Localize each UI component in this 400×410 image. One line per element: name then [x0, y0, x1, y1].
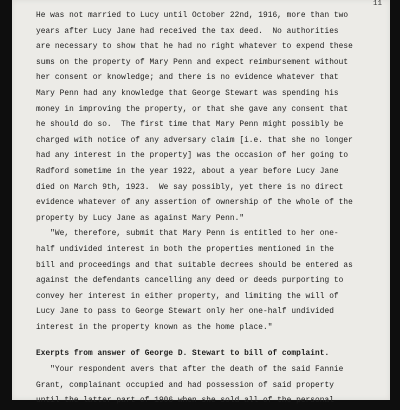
- text-line: bill and proceedings and that suitable decrees should be entered as: [36, 261, 353, 270]
- text-line: years after Lucy Jane had received the tax deed. No authorities: [36, 27, 339, 36]
- text-line: money in improving the property, or that she gave any consent that: [36, 105, 349, 114]
- text-line: property by Lucy Jane as against Mary Penn.": [36, 214, 245, 223]
- text-line: evidence whatever of any assertion of ownership of the whole of the: [36, 199, 353, 208]
- text-line: Lucy Jane to pass to George Stewart only her one-half undivided: [36, 308, 334, 317]
- text-line: "We, therefore, submit that Mary Penn is entitled to her one-: [36, 230, 339, 239]
- text-line: "Your respondent avers that after the death of the said Fannie: [36, 366, 344, 375]
- paragraph-1: [36, 9, 381, 227]
- text-line: Mary Penn had any knowledge that George Stewart was spending his: [36, 89, 339, 98]
- text-line: sums on the property of Mary Penn and expect reimbursement without: [36, 58, 349, 67]
- text-line: half undivided interest in both the properties mentioned in the: [36, 245, 334, 254]
- text-line: until the latter part of 1906 when she sold all of the personal: [36, 397, 334, 406]
- text-line: her consent or knowledge; and there is no evidence whatever that: [36, 74, 339, 83]
- page-number: 11: [372, 0, 382, 8]
- text-line: Radford sometime in the year 1922, about a year before Lucy Jane: [36, 167, 339, 176]
- text-line: Grant, complainant occupied and had possession of said property: [36, 381, 334, 390]
- text-line: had any interest in the property] was the occasion of her going to: [36, 152, 349, 161]
- text-line: He was not married to Lucy until October 22nd, 1916, more than two: [36, 12, 349, 20]
- paragraph-3: [36, 363, 381, 410]
- text-line: he should do so. The first time that Mary Penn might possibly be: [36, 121, 344, 130]
- paragraph-2: [36, 227, 381, 336]
- text-line: charged with notice of any adversary claim [i.e. that she no longer: [36, 136, 353, 145]
- section-heading: Exerpts from answer of George D. Stewart to bill of complaint.: [36, 350, 330, 359]
- document-page: [12, 0, 390, 406]
- text-line: are necessary to show that he had no right whatever to expend these: [36, 43, 353, 52]
- text-line: against the defendants cancelling any deed or deeds purporting to: [36, 277, 344, 286]
- page-body: [36, 9, 381, 410]
- text-line: interest in the property known as the home place.": [36, 323, 273, 332]
- text-line: died on March 9th, 1923. We say possibly, yet there is no direct: [36, 183, 344, 192]
- text-line: convey her interest in either property, and limiting the will of: [36, 292, 339, 301]
